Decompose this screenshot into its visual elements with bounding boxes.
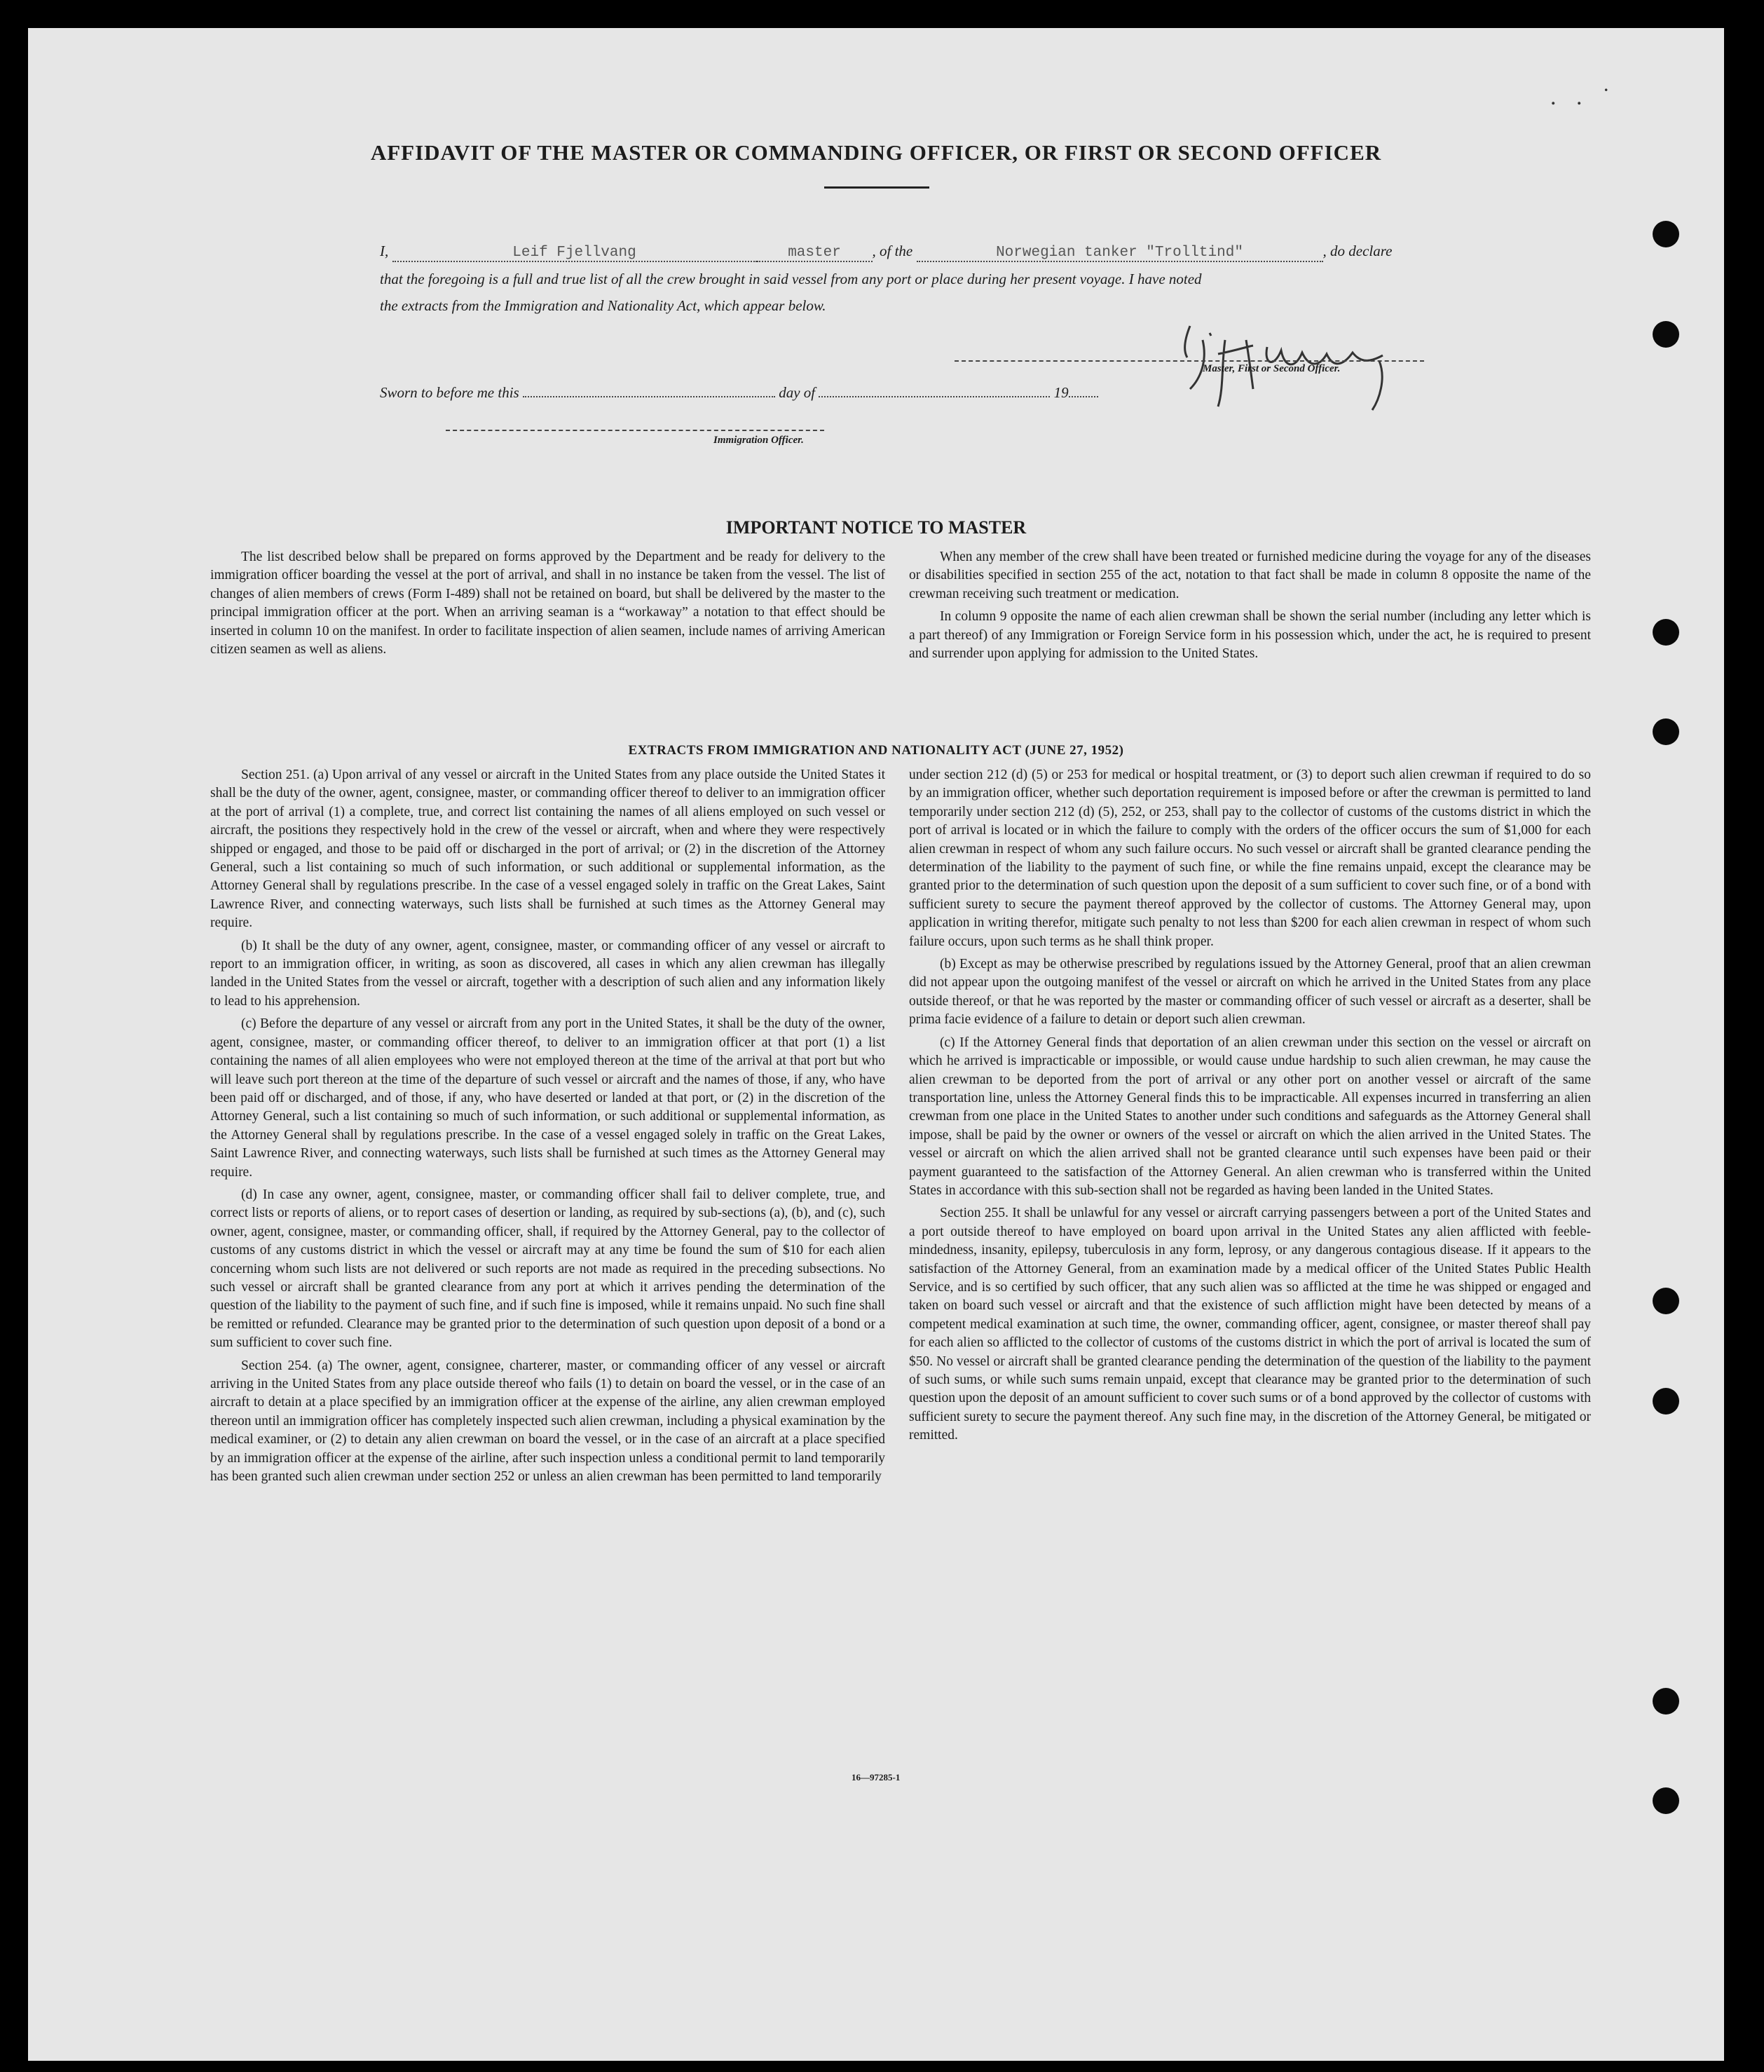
officer-signature-caption: Immigration Officer.: [713, 435, 804, 446]
declaration-line-3: the extracts from the Immigration and Nationality Act, which appear below.: [380, 297, 826, 314]
officer-title-field[interactable]: master: [757, 245, 873, 262]
punch-hole-icon: [1653, 1388, 1679, 1415]
master-signature-line: [955, 360, 1424, 362]
punch-hole-icon: [1653, 221, 1679, 247]
sworn-year-field[interactable]: [1069, 396, 1098, 397]
officer-signature-line: [446, 430, 824, 431]
notice-left-column: [210, 548, 885, 663]
of-the-label: , of the: [872, 243, 913, 259]
sworn-day-field[interactable]: [523, 396, 775, 397]
form-code: 16—97285-1: [852, 1772, 901, 1783]
affidavit-title: AFFIDAVIT OF THE MASTER OR COMMANDING OFFICER, OR FIRST OR SECOND OFFICER: [370, 140, 1382, 165]
form-page: [28, 28, 1724, 2061]
day-of-label: day of: [779, 384, 816, 401]
section-255-paragraph: Section 255. It shall be unlawful for any vessel or aircraft carrying passengers between a port of the United States and a port outside thereof to have employed on board upon arrival in the United States any alien afflicted with feeble-mindedness, insanity, epilepsy, tuberculosis in any form, leprosy, or any dangerous contagious disease. If it appears to the satisfaction of the Attorney General, from an examination made by a medical officer of the United States Public Health Service, and is so certified by such officer, that any such alien was so afflicted at the time he was shipped or engaged and taken on board such vessel or aircraft and that the existence of such affliction might have been detected by means of a competent medical examination at such time, the owner, commanding officer, agent, consignee, or master thereof shall pay for each alien so afflicted to the collector of customs of the customs district in which the port of arrival is located the sum of $50. No vessel or aircraft shall be granted clearance pending the determination of the question of the liability to the payment of such sums, or while such sums remain unpaid, except that clearance may be granted prior to the determination of such question upon the deposit of an amount sufficient to cover such sums or of a bond approved by the collector of customs with sufficient surety to secure the payment thereof. Any such fine may, in the discretion of the Attorney General, be mitigated or remitted.: [909, 1206, 1591, 1443]
scan-specks: . . ˙: [1550, 84, 1618, 110]
punch-hole-icon: [1653, 1288, 1679, 1314]
section-251b-paragraph: (b) It shall be the duty of any owner, agent, consignee, master, or commanding officer of any vessel or aircraft to report to an immigration officer, in writing, as soon as discovered, all cases in which any alien crewman has illegally landed in the United States from the vessel or aircraft, together with a description of such alien and any information likely to lead to his apprehension.: [210, 938, 885, 1009]
section-254a-paragraph: Section 254. (a) The owner, agent, consignee, charterer, master, or commanding officer of any vessel or aircraft arriving in the United States from any place outside thereof who fails (1) to detain on board the vessel, or in the case of an aircraft to detain at a place specified by an immigration officer at the expense of the airline, any alien crewman employed thereon until an immigration officer has completely inspected such alien crewman, including a physical examination by the medical examiner, or (2) to detain any alien crewman on board the vessel, or in the case of an aircraft at a place specified by an immigration officer at the expense of the airline, after such inspection unless a conditional permit to land temporarily has been granted such alien crewman under section 252 or unless an alien crewman has been permitted to land temporarily: [210, 1358, 885, 1485]
punch-hole-icon: [1653, 619, 1679, 646]
title-divider: [824, 186, 929, 189]
punch-hole-icon: [1653, 718, 1679, 745]
punch-hole-icon: [1653, 1688, 1679, 1715]
declaration-line-1: [380, 243, 1452, 262]
vessel-name-field[interactable]: Norwegian tanker "Trolltind": [917, 245, 1323, 262]
section-254a-continued-paragraph: under section 212 (d) (5) or 253 for medical or hospital treatment, or (3) to deport such alien crewman if required to do so by an immigration officer, whether such deportation requirement is imposed before or after the crewman is permitted to land temporarily under section 212 (d) (5), 252, or 253, shall pay to the collector of customs of the customs district in which the port of arrival is located or in which the failure to comply with the orders of the officer occurs the sum of $1,000 for each alien crewman in respect of whom any such failure occurs. No such vessel or aircraft shall be granted clearance pending the determination of the liability to the payment of such fine, or while the fine remains unpaid, except the clearance may be granted prior to the determination of such question upon the deposit of a sum sufficient to cover such fine, or of a bond with sufficient surety to secure the payment thereof approved by the collector of customs. The Attorney General may, upon application in writing therefor, mitigate such penalty to not less than $200 for each alien crewman in respect of whom such failure occurs, upon such terms as he shall think proper.: [909, 768, 1591, 949]
extracts-heading: EXTRACTS FROM IMMIGRATION AND NATIONALITY ACT (JUNE 27, 1952): [628, 743, 1124, 758]
notice-heading: IMPORTANT NOTICE TO MASTER: [725, 517, 1027, 538]
notice-right-paragraph-1: When any member of the crew shall have been treated or furnished medicine during the voyage for any of the diseases or disabilities specified in section 255 of the act, notation to that fact shall be made in column 8 opposite the name of the crewman receiving such treatment or medication.: [909, 550, 1591, 601]
punch-hole-icon: [1653, 1787, 1679, 1814]
sworn-line: [380, 384, 1098, 402]
extracts-right-column: [909, 766, 1591, 1450]
sworn-label: Sworn to before me this: [380, 384, 519, 401]
section-254b-paragraph: (b) Except as may be otherwise prescribed by regulations issued by the Attorney General, proof that an alien crewman did not appear upon the outgoing manifest of the vessel or aircraft on which he arrived in the United States from any place outside thereof, or that he was reported by the master or commanding officer of such vessel or aircraft as a deserter, shall be prima facie evidence of a failure to detain or deport such alien crewman.: [909, 957, 1591, 1028]
year-label: 19: [1053, 384, 1069, 401]
punch-hole-icon: [1653, 321, 1679, 348]
extracts-left-column: [210, 766, 885, 1490]
notice-right-column: [909, 548, 1591, 667]
section-251d-paragraph: (d) In case any owner, agent, consignee, master, or commanding officer shall fail to deliver complete, true, and correct lists or reports of aliens, or to report cases of desertion or landing, as required by sub-sections (a), (b), and (c), such owner, agent, consignee, master, or commanding officer, shall, if required by the Attorney General, pay to the collector of customs of any customs district in which the vessel or aircraft may at any time be found the sum of $10 for each alien concerning whom such lists are not delivered or such reports are not made as required in the preceding subsections. No such vessel or aircraft shall be granted clearance from any port at which it arrives pending the determination of the question of the liability to the payment of such fine, and if such fine is imposed, while it remains unpaid. No such fine shall be remitted or refunded. Clearance may be granted prior to the determination of such question upon deposit of a bond or a sum sufficient to cover such fine.: [210, 1187, 885, 1351]
master-signature-caption: Master, First or Second Officer.: [1203, 363, 1341, 374]
notice-right-paragraph-2: In column 9 opposite the name of each alien crewman shall be shown the serial number (including any letter which is a part thereof) of any Immigration or Foreign Service form in his possession which, under the act, he is required to present and surrender upon applying for admission to the United States.: [909, 609, 1591, 662]
section-251c-paragraph: (c) Before the departure of any vessel or aircraft from any port in the United States, it shall be the duty of the owner, agent, consignee, master, or commanding officer thereof, to deliver to an immigration officer at that port (1) a list containing the names of all alien employees who were not employed thereon at the time of the arrival at that port but who will leave such port thereon at the time of the departure of such vessel or aircraft and the names of those, if any, who have been paid off or discharged, and of those, if any, who have deserted or landed at that port, or (2) in the discretion of the Attorney General, such a list containing so much of such information, or such additional or supplemental information, as the Attorney General shall by regulations prescribe. In the case of a vessel engaged solely in traffic on the Great Lakes, Saint Lawrence River, and connecting waterways, such lists shall be furnished at such times as the Attorney General may require.: [210, 1016, 885, 1180]
master-name-field[interactable]: Leif Fjellvang: [392, 245, 757, 262]
section-251a-paragraph: Section 251. (a) Upon arrival of any vessel or aircraft in the United States from any place outside the United States it shall be the duty of the owner, agent, consignee, master, or commanding officer thereof to deliver to an immigration officer at the port of arrival (1) a complete, true, and correct list containing the names of all aliens employed on such vessel or aircraft, the positions they respectively hold in the crew of the vessel or aircraft, when and where they were respectively shipped or engaged, and those to be paid off or discharged in the port of arrival; or (2) in the discretion of the Attorney General, such a list containing so much of such information, or such additional or supplemental information, as the Attorney General shall by regulations prescribe. In the case of a vessel engaged solely in traffic on the Great Lakes, Saint Lawrence River, and connecting waterways, such lists shall be furnished at such times as the Attorney General may require.: [210, 768, 885, 931]
sworn-month-field[interactable]: [819, 396, 1050, 397]
declaration-prefix: I,: [380, 243, 389, 259]
declare-label: , do declare: [1322, 243, 1393, 259]
section-254c-paragraph: (c) If the Attorney General finds that deportation of an alien crewman under this section on the vessel or aircraft on which he arrived is impracticable or impossible, or would cause undue hardship to such alien crewman, he may cause the alien crewman to be deported from the port of arrival or any other port on another vessel or aircraft of the same transportation line, unless the Attorney General finds this to be impracticable. All expenses incurred in transferring an alien crewman from one place in the United States to another under such conditions and safeguards as the Attorney General shall impose, shall be paid by the owner or owners of the vessel or aircraft on which the alien arrived in the United States. The vessel or aircraft on which the alien arrived shall not be granted clearance until such expenses have been paid or their payment guaranteed to the satisfaction of the Attorney General. An alien crewman who is transferred within the United States in accordance with this sub-section shall not be regarded as having been landed in the United States.: [909, 1035, 1591, 1198]
declaration-line-2: that the foregoing is a full and true list of all the crew brought in said vessel from any port or place during her present voyage. I have noted: [380, 271, 1202, 287]
notice-left-paragraph: The list described below shall be prepared on forms approved by the Department and be ready for delivery to the immigration officer boarding the vessel at the port of arrival, and shall in no instance be taken from the vessel. The list of changes of alien members of crews (Form I-489) shall not be retained on board, but shall be delivered by the master to the principal immigration officer at the port. When an arriving seaman is a “workaway” a notation to that effect should be inserted in column 10 on the manifest. In order to facilitate inspection of alien seamen, include names of arriving American citizen seamen as well as aliens.: [210, 550, 885, 657]
